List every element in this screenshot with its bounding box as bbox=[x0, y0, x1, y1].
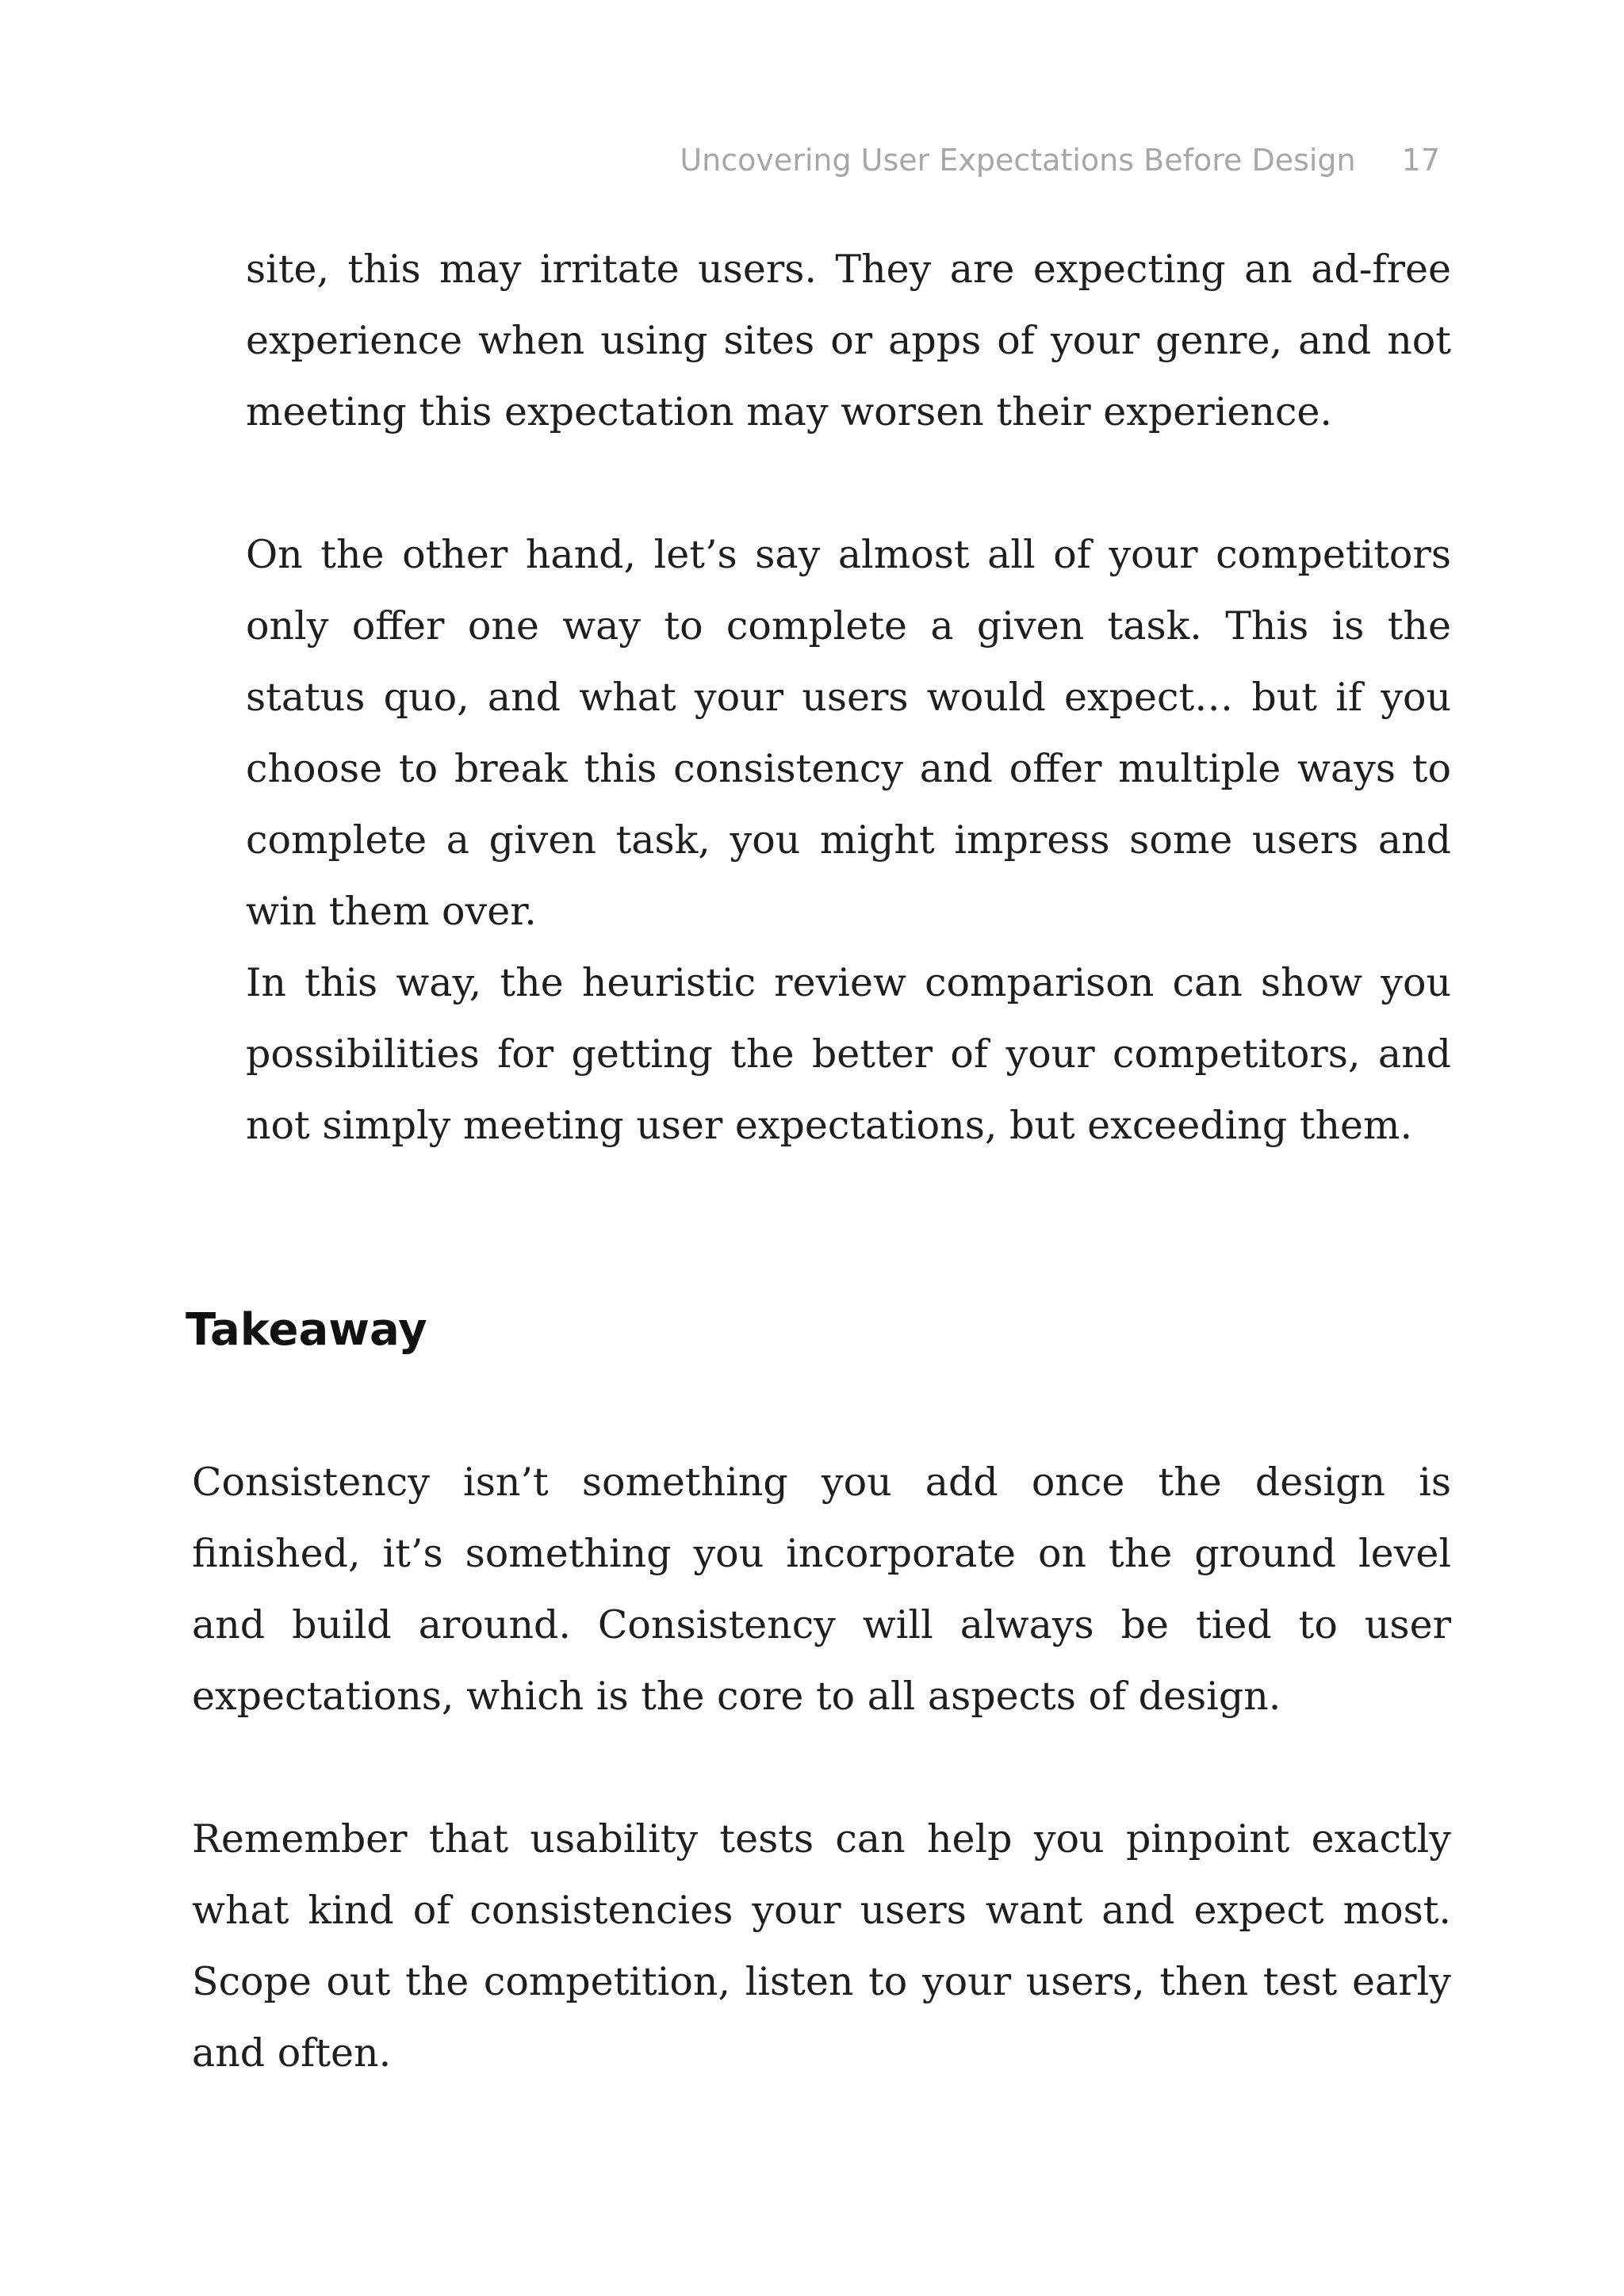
paragraph-competitors-status-quo: On the other hand, let’s say almost all of your competitors only offer one way to complete a given task. This is the status quo, and what your users would expect… but if you choose to break this consistency and offer multiple ways to complete a given task, you might impress some users and win them over. bbox=[246, 532, 1451, 934]
paragraph-ad-free-expectation: site, this may irritate users. They are expecting an ad-free experience when using sites or apps of your genre, and not meeting this expectation may worsen their experience. bbox=[246, 247, 1451, 434]
section-heading-takeaway: Takeaway bbox=[186, 1304, 427, 1356]
running-title: Uncovering User Expectations Before Design bbox=[680, 143, 1356, 178]
paragraph-consistency-core: Consistency isn’t something you add once the design is finished, it’s something you incorporate on the ground level and build around. Consistency will always be tied to user expectations, which is the core to all aspects of design. bbox=[192, 1460, 1451, 1719]
page-number: 17 bbox=[1401, 143, 1440, 178]
paragraph-heuristic-review: In this way, the heuristic review comparison can show you possibilities for getting the better of your competitors, and not simply meeting user expectations, but exceeding them. bbox=[246, 960, 1451, 1148]
running-header bbox=[680, 143, 1440, 178]
paragraph-usability-tests: Remember that usability tests can help you pinpoint exactly what kind of consistencies your users want and expect most. Scope out the competition, listen to your users, then test early and often. bbox=[192, 1816, 1451, 2076]
